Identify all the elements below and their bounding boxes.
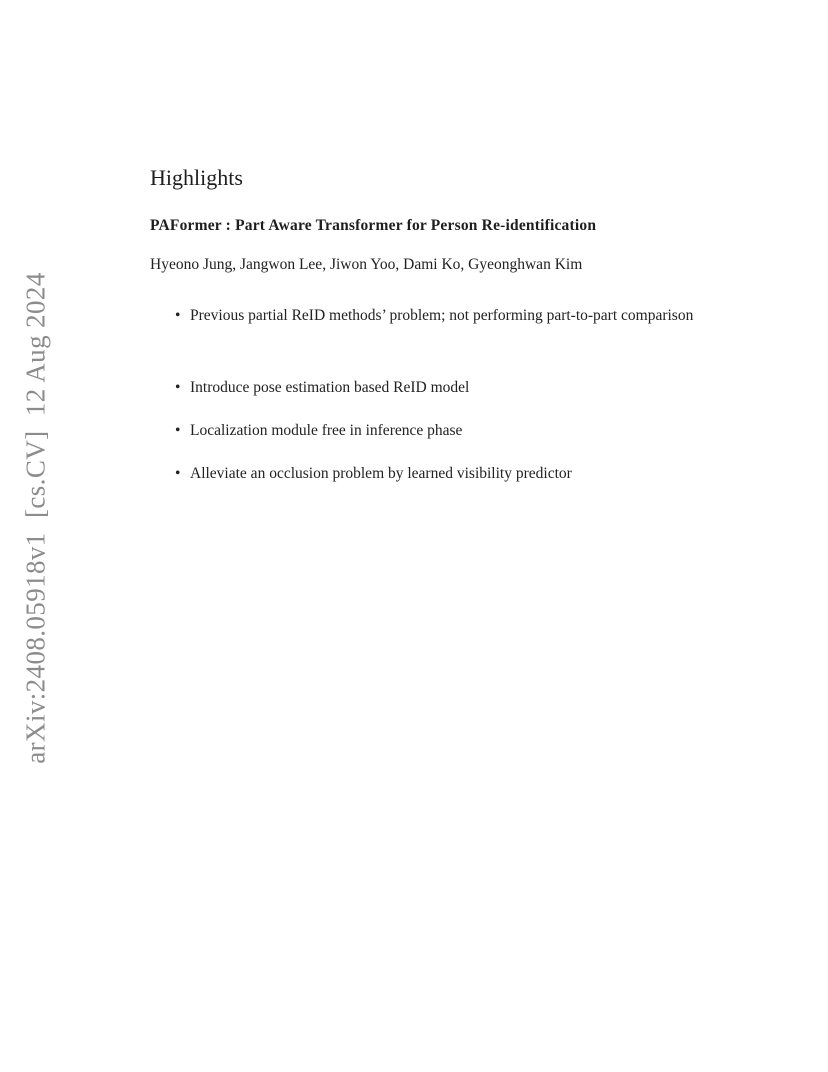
arxiv-identifier-text: arXiv:2408.05918v1 [cs.CV] 12 Aug 2024	[20, 272, 51, 764]
highlight-item	[175, 416, 695, 445]
highlight-item	[175, 459, 695, 488]
highlight-text: Previous partial ReID methods’ problem; not performing part-to-part comparison	[190, 307, 694, 324]
author-list: Hyeono Jung, Jangwon Lee, Jiwon Yoo, Dami Ko, Gyeonghwan Kim	[150, 256, 583, 273]
bullet-icon: •	[175, 379, 181, 396]
highlight-text: Introduce pose estimation based ReID model	[190, 379, 470, 396]
bullet-icon: •	[175, 422, 181, 439]
paper-title: PAFormer : Part Aware Transformer for Person Re-identification	[150, 217, 597, 234]
highlight-item	[175, 373, 695, 402]
highlight-text: Localization module free in inference phase	[190, 422, 463, 439]
bullet-icon: •	[175, 307, 181, 324]
highlights-heading: Highlights	[150, 165, 243, 190]
bullet-icon: •	[175, 465, 181, 482]
highlight-text: Alleviate an occlusion problem by learned visibility predictor	[190, 465, 572, 482]
highlight-item	[175, 301, 695, 330]
